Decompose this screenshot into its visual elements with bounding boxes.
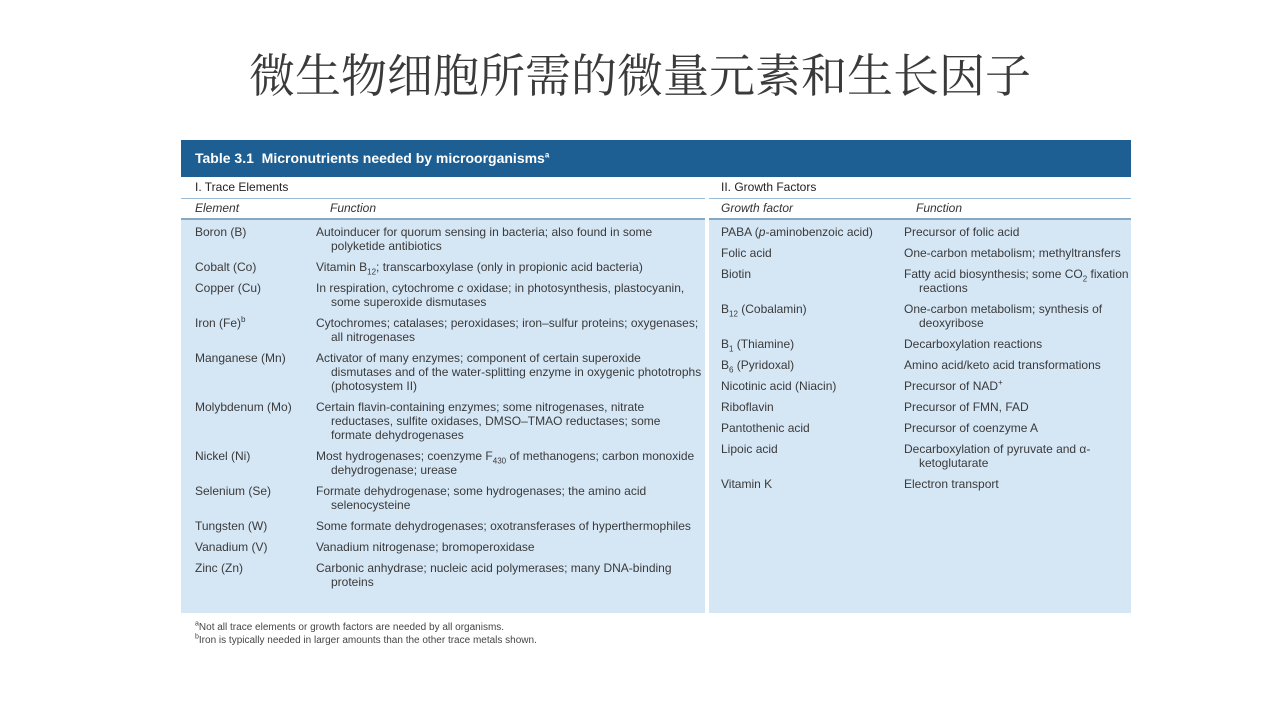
growth-factor-row [709,300,1131,335]
growth-factors-panel [709,177,1131,613]
growth-factor-row [709,398,1131,419]
footnote: $^a$Not all trace elements or growth factors are needed by all organisms. [195,620,505,633]
trace-element-name: Zinc (Zn) [195,561,243,575]
trace-element-function: Autoinducer for quorum sensing in bacteria; also found in some polyketide antibiotics [316,225,653,253]
trace-element-function: In respiration, cytochrome c oxidase; in photosynthesis, plastocyanin, some superoxide dismutases [316,281,685,309]
trace-element-name: Manganese (Mn) [195,351,286,365]
trace-elements-panel [181,177,705,613]
growth-factor-function: One-carbon metabolism; synthesis of deoxyribose [904,302,1103,330]
growth-factor-name: Pantothenic acid [721,421,810,435]
trace-element-function: Vanadium nitrogenase; bromoperoxidase [316,540,535,554]
growth-factor-function: Fatty acid biosynthesis; some $CO_2$ fixation reactions [904,267,1129,295]
growth-factor-function: One-carbon metabolism; methyltransfers [904,246,1121,260]
growth-factor-row [709,335,1131,356]
trace-element-function: Carbonic anhydrase; nucleic acid polymerases; many DNA-binding proteins [316,561,672,589]
trace-elements-section-title: I. Trace Elements [181,177,705,199]
element-column-header: Element [195,201,240,215]
trace-element-row [181,538,705,559]
growth-factor-name: Riboflavin [721,400,774,414]
growth-factor-function: Decarboxylation reactions [904,337,1043,351]
growth-factor-name: $B_1$ (Thiamine) [721,337,795,354]
growth-factor-row [709,265,1131,300]
trace-element-row [181,223,705,258]
trace-element-name: Iron $(Fe)^b$ [195,315,246,330]
trace-element-row [181,349,705,398]
growth-factor-name: Lipoic acid [721,442,778,456]
growth-factor-row [709,440,1131,475]
trace-element-row [181,398,705,447]
trace-element-name: Tungsten (W) [195,519,268,533]
slide-title: 微生物细胞所需的微量元素和生长因子 [249,49,1031,103]
trace-element-row [181,314,705,349]
growth-factor-function: Electron transport [904,477,999,491]
growth-factor-row [709,475,1131,496]
trace-elements-rows [181,220,705,594]
growth-factor-row [709,377,1131,398]
trace-element-name: Cobalt (Co) [195,260,257,274]
growth-factors-rows [709,220,1131,496]
footnote: $^b$Iron is typically needed in larger amounts than the other trace metals shown. [195,633,537,646]
growth-factor-row [709,419,1131,440]
trace-element-row [181,258,705,279]
trace-element-name: Vanadium (V) [195,540,268,554]
growth-factor-row [709,356,1131,377]
growth-factors-column-headers [709,199,1131,220]
growth-factor-function: Precursor of FMN, FAD [904,400,1029,414]
growth-factor-name: Vitamin K [721,477,773,491]
table-caption: Micronutrients needed by microorganisms [261,150,545,166]
trace-element-function: Vitamin $B_{12}$; transcarboxylase (only in propionic acid bacteria) [316,260,643,277]
growth-function-column-header: Function [916,201,963,215]
trace-element-function: Some formate dehydrogenases; oxotransferases of hyperthermophiles [316,519,691,533]
trace-element-row [181,447,705,482]
growth-factor-function: Precursor of coenzyme A [904,421,1039,435]
table-caption-footnote-mark: a [544,150,550,160]
trace-element-function: Activator of many enzymes; component of certain superoxide dismutases and of the water-splitting enzyme in oxygenic phototrophs (photosystem II) [316,351,702,393]
growth-factors-section-title: II. Growth Factors [709,177,1131,199]
trace-element-row [181,517,705,538]
growth-factor-function: Precursor of folic acid [904,225,1020,239]
growth-factor-function: Decarboxylation of pyruvate and α-ketoglutarate [904,442,1091,470]
trace-element-row [181,279,705,314]
growth-factor-name: $B_6$ (Pyridoxal) [721,358,795,375]
trace-element-name: Nickel (Ni) [195,449,251,463]
growth-factor-row [709,244,1131,265]
growth-factor-function: Amino acid/keto acid transformations [904,358,1101,372]
trace-element-name: Selenium (Se) [195,484,272,498]
function-column-header: Function [330,201,377,215]
trace-element-name: Boron (B) [195,225,247,239]
trace-element-function: Most hydrogenases; coenzyme $F_{430}$ of methanogens; carbon monoxide dehydrogenase; urease [316,449,695,477]
growth-factor-name: Nicotinic acid (Niacin) [721,379,837,393]
growth-factor-name: Folic acid [721,246,772,260]
trace-elements-column-headers [181,199,705,220]
growth-factor-name: $B_{12}$ (Cobalamin) [721,302,807,319]
growth-factor-row [709,223,1131,244]
table-label: Table 3.1 [195,150,254,166]
micronutrients-table [181,140,1131,613]
trace-element-function: Cytochromes; catalases; peroxidases; iron–sulfur proteins; oxygenases; all nitrogenases [316,316,699,344]
trace-element-function: Certain flavin-containing enzymes; some nitrogenases, nitrate reductases, sulfite oxidases, DMSO–TMAO reductases; some formate dehydrogenases [316,400,661,442]
trace-element-name: Copper (Cu) [195,281,262,295]
growth-factor-function: Precursor of NAD+ [904,378,1003,393]
growth-factor-name: Biotin [721,267,752,281]
table-header [181,140,1131,177]
growth-factor-name: PABA (p-aminobenzoic acid) [721,225,873,239]
trace-element-row [181,482,705,517]
trace-element-name: Molybdenum (Mo) [195,400,292,414]
trace-element-row [181,559,705,594]
trace-element-function: Formate dehydrogenase; some hydrogenases; the amino acid selenocysteine [316,484,647,512]
growth-factor-column-header: Growth factor [721,201,794,215]
table-footnotes [195,621,537,647]
